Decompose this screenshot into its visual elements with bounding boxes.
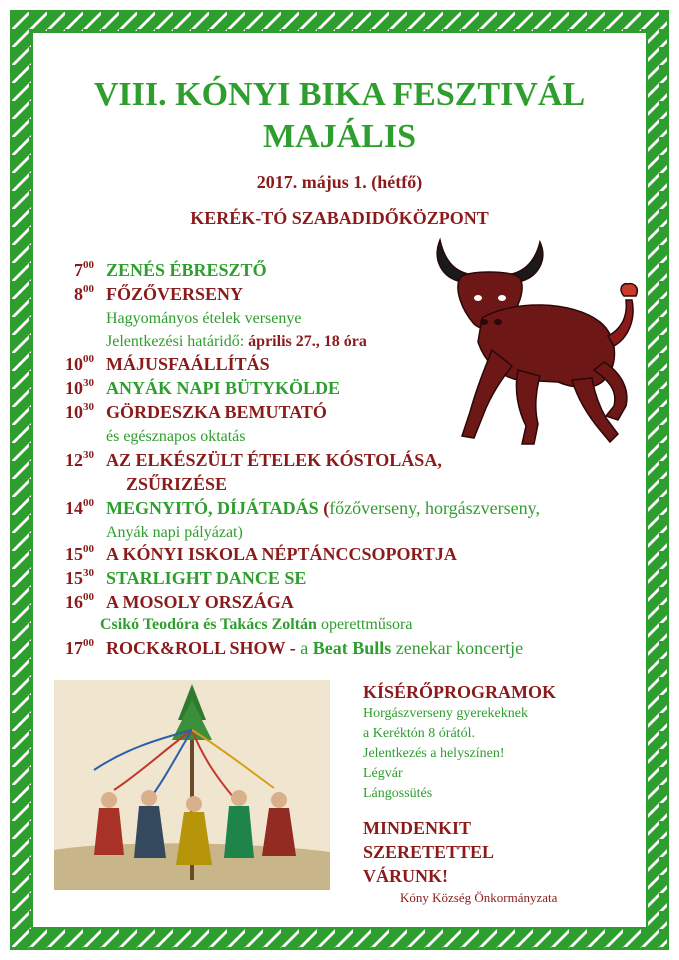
side-programs-heading: KÍSÉRŐPROGRAMOK (363, 682, 557, 702)
schedule-subtitle: Csikó Teodóra és Takács Zoltán operettműsora (100, 616, 413, 633)
schedule-title: STARLIGHT DANCE SE (106, 568, 307, 588)
schedule-time: $15^{00}$ (65, 543, 94, 564)
schedule-title: AZ ELKÉSZÜLT ÉTELEK KÓSTOLÁSA, (106, 450, 442, 470)
schedule-title: MÁJUSFAÁLLÍTÁS (106, 354, 270, 374)
schedule-title: MEGNYITÓ, DÍJÁTADÁS (főzőverseny, horgászverseny, (106, 498, 540, 518)
welcome-line: VÁRUNK! (363, 866, 448, 886)
event-venue: KERÉK-TÓ SZABADIDŐKÖZPONT (190, 208, 489, 228)
schedule-title: ROCK&ROLL SHOW - a Beat Bulls zenekar koncertje (106, 638, 524, 658)
schedule-time: $17^{00}$ (65, 637, 94, 658)
deadline-value: április 27., 18 óra (248, 333, 367, 350)
schedule-time: $10^{00}$ (65, 353, 94, 374)
side-program-line: Jelentkezés a helyszínen! (363, 746, 505, 761)
poster-content (32, 32, 647, 928)
poster-subtitle: MAJÁLIS (262, 118, 417, 155)
schedule-title: GÖRDESZKA BEMUTATÓ (106, 402, 327, 422)
organizer-footer: Kóny Község Önkormányzata (400, 890, 558, 905)
bull-illustration (422, 230, 647, 455)
schedule-time: $16^{00}$ (65, 591, 94, 612)
event-date: 2017. május 1. (hétfő) (256, 172, 423, 192)
schedule-subtitle: Hagyományos ételek versenye (106, 310, 302, 327)
schedule-subtitle: Anyák napi pályázat) (106, 524, 243, 541)
side-program-line: Horgászverseny gyerekeknek (363, 706, 528, 721)
schedule-time: $15^{30}$ (65, 567, 94, 588)
schedule-time: $10^{30}$ (65, 377, 94, 398)
schedule-title: A MOSOLY ORSZÁGA (106, 592, 294, 612)
poster-title: VIII. KÓNYI BIKA FESZTIVÁL (93, 76, 586, 113)
side-program-line: a Keréktón 8 órától. (363, 726, 475, 741)
schedule-title-continued: ZSŰRIZÉSE (126, 474, 228, 494)
schedule-subtitle: és egésznapos oktatás (106, 428, 246, 445)
performers: Csikó Teodóra és Takács Zoltán (100, 616, 317, 633)
schedule-time: $14^{00}$ (65, 497, 94, 518)
schedule-title: ANYÁK NAPI BÜTYKÖLDE (106, 378, 341, 398)
welcome-line: SZERETETTEL (363, 842, 495, 862)
schedule-time: $8^{00}$ (74, 283, 94, 304)
schedule-title: A KÓNYI ISKOLA NÉPTÁNCCSOPORTJA (106, 544, 457, 564)
schedule-time: $12^{30}$ (65, 449, 94, 470)
schedule-time: $7^{00}$ (74, 259, 94, 280)
schedule-title: ZENÉS ÉBRESZTŐ (106, 260, 267, 280)
schedule-deadline (106, 333, 367, 351)
schedule-time: $10^{30}$ (65, 401, 94, 422)
side-program-line: Légvár (363, 766, 403, 781)
deadline-label: Jelentkezési határidő: (106, 333, 245, 350)
side-program-line: Lángossütés (363, 786, 433, 801)
welcome-line: MINDENKIT (363, 818, 472, 838)
maypole-dance-illustration (54, 680, 330, 890)
schedule-title: FŐZŐVERSENY (106, 284, 244, 304)
